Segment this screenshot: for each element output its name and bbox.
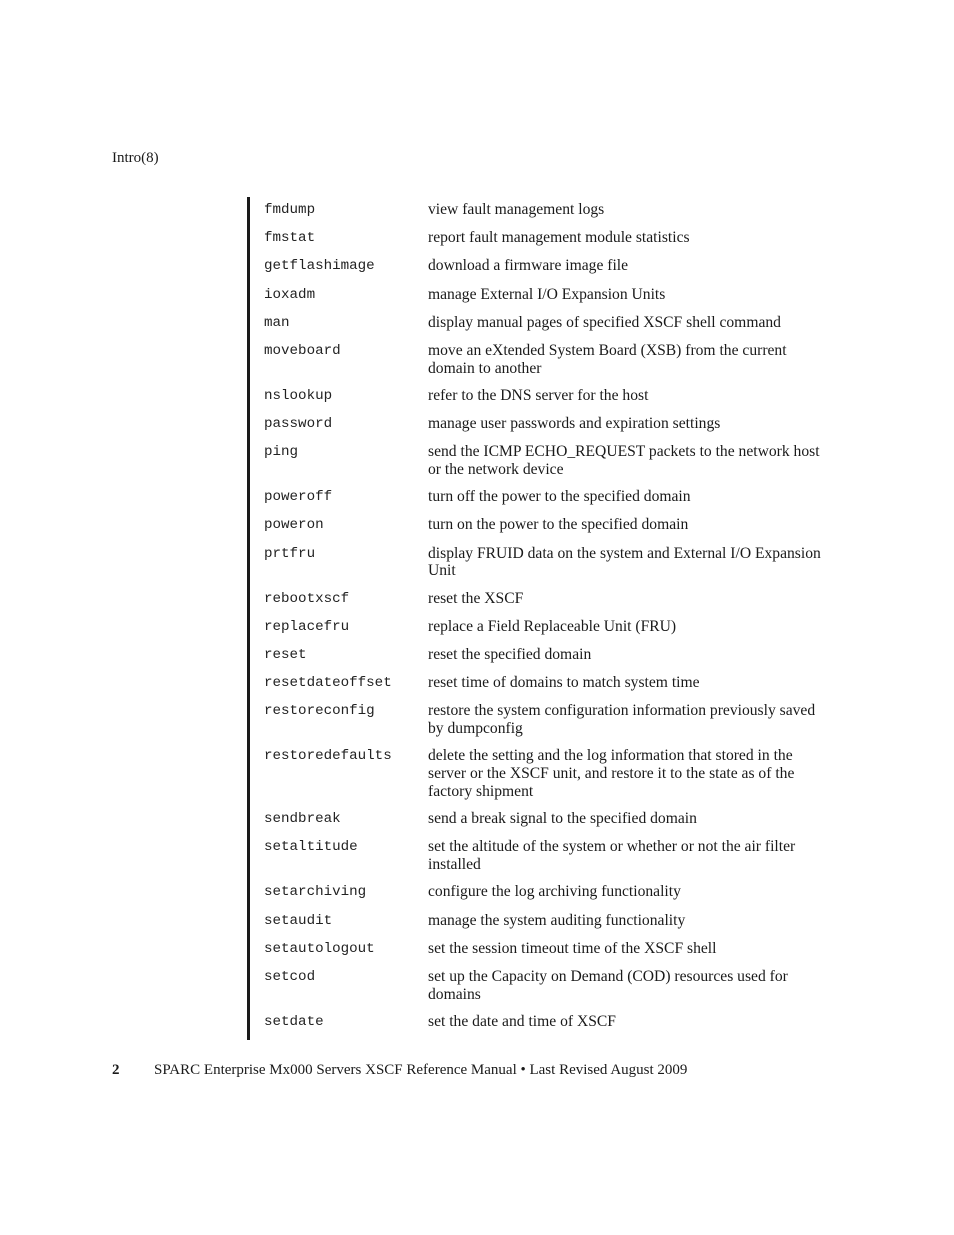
command-description: reset the specified domain xyxy=(428,646,592,664)
command-description: manage user passwords and expiration settings xyxy=(428,415,721,433)
running-header: Intro(8) xyxy=(112,150,159,166)
command-description: set the session timeout time of the XSCF shell xyxy=(428,939,717,957)
command-description: turn on the power to the specified domain xyxy=(428,516,689,534)
command-description: display manual pages of specified XSCF shell command xyxy=(428,313,781,331)
command-name: setautologout xyxy=(264,940,375,957)
command-row xyxy=(264,747,834,800)
command-row xyxy=(264,257,834,276)
command-description: download a firmware image file xyxy=(428,257,629,275)
command-name: moveboard xyxy=(264,342,341,359)
command-name: fmstat xyxy=(264,230,316,247)
command-name: setdate xyxy=(264,1013,324,1030)
command-name: setarchiving xyxy=(264,884,367,901)
command-name: resetdateoffset xyxy=(264,675,392,692)
command-row xyxy=(264,545,834,581)
command-row xyxy=(264,314,834,333)
command-name: restoredefaults xyxy=(264,748,392,765)
command-name: nslookup xyxy=(264,387,333,404)
command-description: reset the XSCF xyxy=(428,589,524,607)
command-name: prtfru xyxy=(264,545,316,562)
command-name: replacefru xyxy=(264,618,350,635)
command-description: manage the system auditing functionality xyxy=(428,911,686,929)
command-row xyxy=(264,912,834,931)
command-description: set up the Capacity on Demand (COD) resources used for domains xyxy=(428,967,788,1003)
command-name: ioxadm xyxy=(264,286,316,303)
command-row xyxy=(264,229,834,248)
command-row xyxy=(264,618,834,637)
command-description: configure the log archiving functionality xyxy=(428,883,681,901)
page-footer xyxy=(112,1061,687,1079)
command-description: set the date and time of XSCF xyxy=(428,1012,616,1030)
command-name: ping xyxy=(264,444,299,461)
command-row xyxy=(264,201,834,220)
command-description: set the altitude of the system or whether or not the air filter installed xyxy=(428,838,796,874)
command-row xyxy=(264,387,834,406)
command-row xyxy=(264,702,834,738)
command-table xyxy=(264,201,834,1041)
command-row xyxy=(264,286,834,305)
command-row xyxy=(264,838,834,874)
command-row xyxy=(264,488,834,507)
command-name: password xyxy=(264,416,333,433)
command-row xyxy=(264,646,834,665)
command-row xyxy=(264,968,834,1004)
command-row xyxy=(264,342,834,378)
command-row xyxy=(264,415,834,434)
command-name: getflashimage xyxy=(264,258,375,275)
command-row xyxy=(264,1013,834,1032)
command-description: manage External I/O Expansion Units xyxy=(428,285,666,303)
command-description: send a break signal to the specified domain xyxy=(428,810,697,828)
command-name: fmdump xyxy=(264,202,316,218)
command-description: display FRUID data on the system and External I/O Expansion Unit xyxy=(428,544,821,580)
command-name: setaltitude xyxy=(264,839,358,856)
command-description: turn off the power to the specified domain xyxy=(428,488,691,506)
command-name: man xyxy=(264,314,290,331)
command-row xyxy=(264,674,834,693)
command-row xyxy=(264,940,834,959)
command-description: view fault management logs xyxy=(428,201,605,218)
command-description: delete the setting and the log information that stored in the server or the XSCF unit, and restore it to the state as of the factory shipment xyxy=(428,747,795,800)
change-bar xyxy=(247,197,250,1040)
command-name: sendbreak xyxy=(264,811,341,828)
page-number: 2 xyxy=(112,1062,120,1078)
command-name: setcod xyxy=(264,968,316,985)
command-description: restore the system configuration information previously saved by dumpconfig xyxy=(428,702,816,738)
command-description: send the ICMP ECHO_REQUEST packets to the network host or the network device xyxy=(428,443,820,479)
command-name: restoreconfig xyxy=(264,703,375,720)
command-name: reset xyxy=(264,647,307,664)
command-row xyxy=(264,443,834,479)
command-row xyxy=(264,883,834,902)
command-name: setaudit xyxy=(264,912,333,929)
command-description: replace a Field Replaceable Unit (FRU) xyxy=(428,617,677,635)
command-name: poweroff xyxy=(264,489,333,506)
command-description: reset time of domains to match system time xyxy=(428,674,700,692)
command-row xyxy=(264,810,834,829)
command-name: poweron xyxy=(264,517,324,534)
command-description: move an eXtended System Board (XSB) from the current domain to another xyxy=(428,341,787,377)
command-row xyxy=(264,590,834,609)
footer-text: SPARC Enterprise Mx000 Servers XSCF Reference Manual • Last Revised August 2009 xyxy=(154,1062,688,1078)
command-row xyxy=(264,516,834,535)
command-description: refer to the DNS server for the host xyxy=(428,386,649,404)
command-name: rebootxscf xyxy=(264,590,350,607)
command-description: report fault management module statistics xyxy=(428,229,690,247)
